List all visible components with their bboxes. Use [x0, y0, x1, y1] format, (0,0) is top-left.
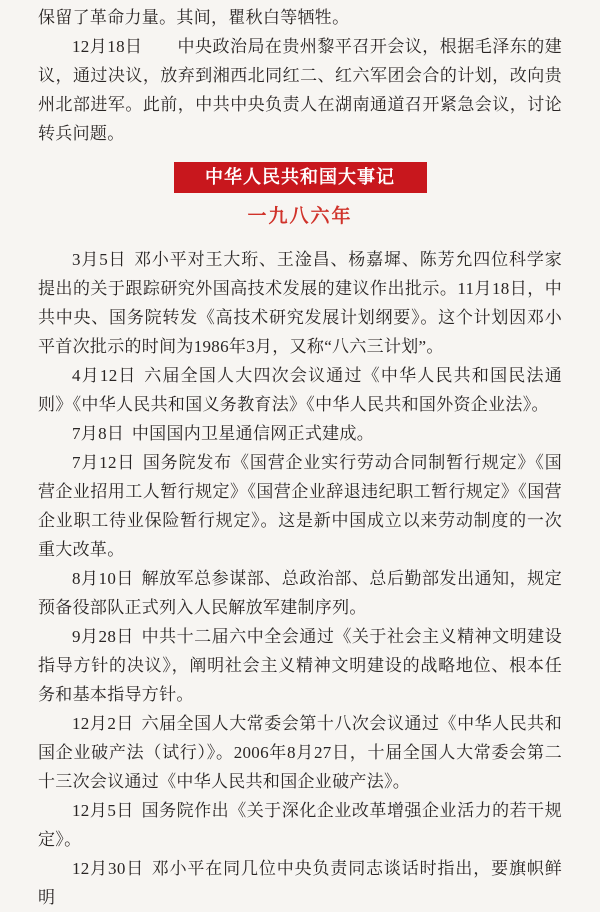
year-heading: 一九八六年	[247, 206, 353, 227]
entry-date: 12月5日	[72, 801, 134, 820]
entry-paragraph	[38, 448, 562, 564]
entry-text: 中共十二届六中全会通过《关于社会主义精神文明建设指导方针的决议》，阐明社会主义精神文明建设的战略地位、根本任务和基本指导方针。	[38, 627, 563, 704]
entry-paragraph	[38, 419, 562, 448]
entry-date: 12月30日	[72, 859, 145, 878]
entry-text: 国务院作出《关于深化企业改革增强企业活力的若干规定》。	[38, 801, 563, 849]
entry-date: 8月10日	[72, 569, 134, 588]
entry-text: 邓小平在同几位中央负责同志谈话时指出，要旗帜鲜明	[38, 859, 562, 907]
entry-date: 4月12日	[72, 366, 137, 385]
entry-date: 7月12日	[72, 453, 136, 472]
entry-date: 3月5日	[72, 250, 127, 269]
entry-date: 12月2日	[72, 714, 134, 733]
entry-paragraph	[38, 796, 562, 854]
section-banner-title: 中华人民共和国大事记	[174, 162, 427, 193]
entry-paragraph	[38, 245, 562, 361]
entry-text: 解放军总参谋部、总政治部、总后勤部发出通知，规定预备役部队正式列入人民解放军建制序列。	[38, 569, 563, 617]
entry-text: 邓小平对王大珩、王淦昌、杨嘉墀、陈芳允四位科学家提出的关于跟踪研究外国高技术发展的建议作出批示。11月18日，中共中央、国务院转发《高技术研究发展计划纲要》。这个计划因邓小平首次批示的时间为1986年3月，又称“八六三计划”。	[38, 250, 562, 356]
intro-paragraph-dec18: 12月18日 中央政治局在贵州黎平召开会议，根据毛泽东的建议，通过决议，放弃到湘西北同红二、红六军团会合的计划，改向贵州北部进军。此前，中共中央负责人在湖南通道召开紧急会议，讨论转兵问题。	[38, 37, 562, 143]
entry-paragraph	[38, 361, 562, 419]
entry-text: 国务院发布《国营企业实行劳动合同制暂行规定》《国营企业招用工人暂行规定》《国营企业辞退违纪职工暂行规定》《国营企业职工待业保险暂行规定》。这是新中国成立以来劳动制度的一次重大改革。	[38, 453, 562, 559]
entry-paragraph	[38, 564, 562, 622]
entry-paragraph	[38, 709, 562, 796]
intro-paragraph-continuation: 保留了革命力量。其间，瞿秋白等牺牲。	[38, 8, 350, 27]
entry-paragraph	[38, 854, 562, 912]
entry-date: 9月28日	[72, 627, 134, 646]
entry-text: 六届全国人大常委会第十八次会议通过《中华人民共和国企业破产法（试行）》。2006年8月27日，十届全国人大常委会第二十三次会议通过《中华人民共和国企业破产法》。	[38, 714, 563, 791]
entry-paragraph	[38, 622, 562, 709]
entry-date: 7月8日	[72, 424, 125, 443]
entry-text: 中国国内卫星通信网正式建成。	[131, 424, 375, 443]
entry-text: 六届全国人大四次会议通过《中华人民共和国民法通则》《中华人民共和国义务教育法》《中华人民共和国外资企业法》。	[38, 366, 562, 414]
